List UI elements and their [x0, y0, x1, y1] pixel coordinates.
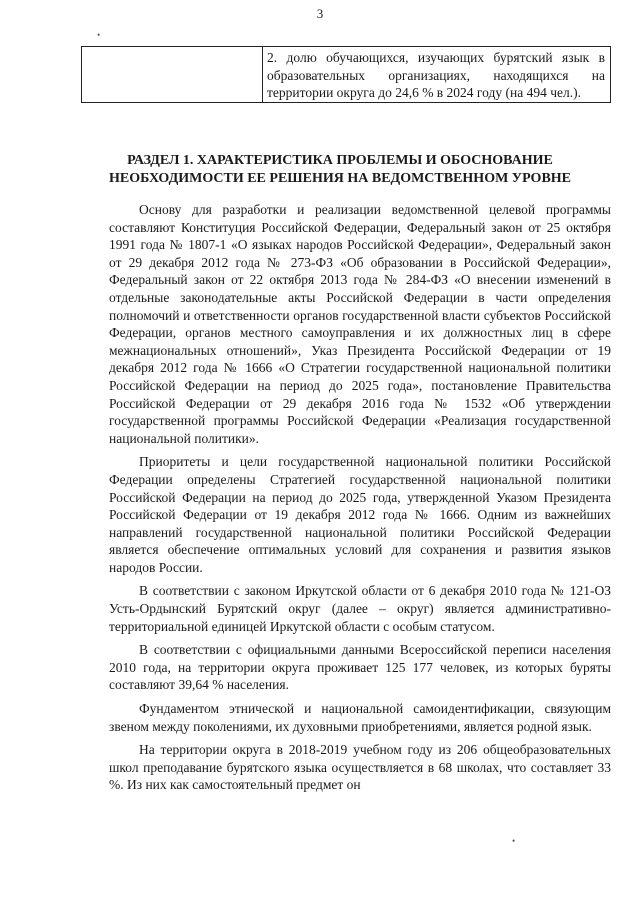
section-body [109, 201, 611, 800]
scan-speck: • [512, 836, 516, 846]
table-cell-empty [82, 47, 263, 103]
indicator-table [81, 46, 611, 103]
paragraph: В соответствии с официальными данными Всероссийской переписи населения 2010 года, на территории округа проживает 125 177 человек, из которых буряты составляют 39,64 % населения. [109, 642, 611, 693]
page-number: 3 [316, 6, 324, 21]
paragraph: В соответствии с законом Иркутской области от 6 декабря 2010 года № 121-ОЗ Усть-Ордынский Бурятский округ (далее – округ) является административно-территориальной единицей Иркутской области с особым статусом. [109, 583, 611, 634]
scan-speck: • [97, 30, 101, 40]
paragraph: Приоритеты и цели государственной национальной политики Российской Федерации определены Стратегией государственной национальной политики Российской Федерации на период до 2025 года, утвержденной Указом Президента Российской Федерации от 19 декабря 2012 года № 1666. Одним из важнейших направлений государственной национальной политики Российской Федерации является обеспечение оптимальных условий для сохранения и развития языков народов России. [109, 454, 611, 575]
table-cell-text: 2. долю обучающихся, изучающих бурятский язык в образовательных организациях, находящихся на территории округа до 24,6 % в 2024 году (на 494 чел.). [263, 47, 611, 103]
section-heading: РАЗДЕЛ 1. ХАРАКТЕРИСТИКА ПРОБЛЕМЫ И ОБОСНОВАНИЕ НЕОБХОДИМОСТИ ЕЕ РЕШЕНИЯ НА ВЕДОМСТВЕННОМ УРОВНЕ [108, 153, 572, 186]
table-row [82, 47, 611, 103]
paragraph: Основу для разработки и реализации ведомственной целевой программы составляют Конституция Российской Федерации, Федеральный закон от 25 октября 1991 года № 1807-1 «О языках народов Российской Федерации», Федеральный закон от 29 декабря 2012 года № 273-ФЗ «Об образовании в Российской Федерации», Федеральный закон от 22 октября 2013 года № 284-ФЗ «О внесении изменений в отдельные законодательные акты Российской Федерации в части определения полномочий и ответственности органов государственной власти субъектов Российской Федерации, органов местного самоуправления и их должностных лиц в сфере межнациональных отношений», Указ Президента Российской Федерации от 19 декабря 2012 года № 1666 «О Стратегии государственной национальной политики Российской Федерации на период до 2025 года», постановление Правительства Российской Федерации от 29 декабря 2016 года № 1532 «Об утверждении государственной программы Российской Федерации «Реализация государственной национальной политики». [109, 202, 611, 446]
paragraph: На территории округа в 2018-2019 учебном году из 206 общеобразовательных школ преподавание бурятского языка осуществляется в 68 школах, что составляет 33 %. Из них как самостоятельный предмет он [109, 742, 611, 793]
paragraph: Фундаментом этнической и национальной самоидентификации, связующим звеном между поколениями, их духовными приобретениями, является родной язык. [109, 701, 611, 734]
